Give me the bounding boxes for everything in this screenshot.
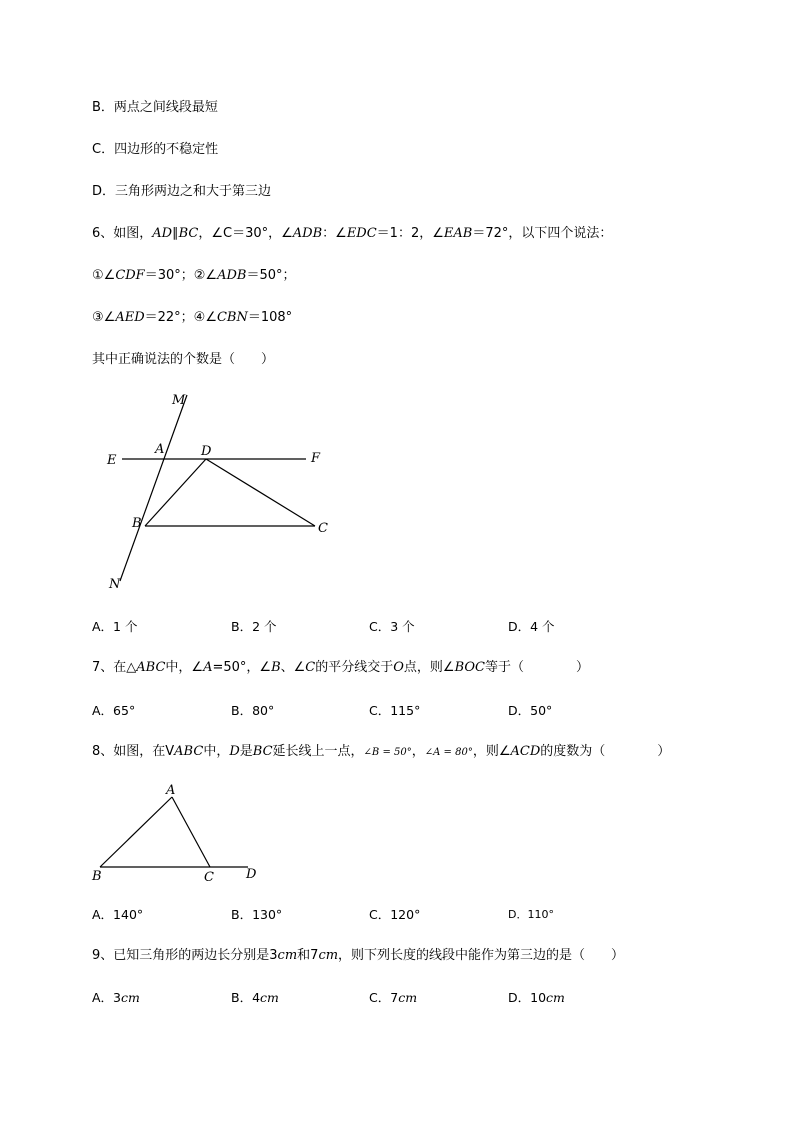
label-a: A [155, 442, 165, 457]
q9-statement: 9、已知三角形的两边长分别是3cm和7cm，则下列长度的线段中能作为第三边的是（ ） [92, 948, 625, 963]
q9-option-d[interactable]: D．10cm [508, 990, 565, 1005]
q6-question: 其中正确说法的个数是（ ） [92, 352, 275, 367]
q9-option-b[interactable]: B．4cm [231, 990, 279, 1005]
label-c: C [318, 521, 328, 536]
q8-option-a[interactable]: A．140° [92, 907, 144, 922]
q8-statement: 8、如图，在VABC中，D是BC延长线上一点，∠B = 50°，∠A = 80°，则∠ACD的度数为（ ） [92, 744, 671, 759]
q8-figure [88, 780, 268, 885]
q6-option-a[interactable]: A．1 个 [92, 619, 138, 634]
q8-option-d[interactable]: D．110° [508, 908, 554, 921]
q6-statement: 6、如图，AD∥BC，∠C＝30°，∠ADB：∠EDC＝1：2，∠EAB＝72°，以下四个说法： [92, 226, 613, 241]
segment-ab [100, 797, 172, 867]
label-b: B [92, 869, 102, 884]
option-c-prev: C．四边形的不稳定性 [92, 142, 219, 157]
q6-figure [100, 385, 340, 595]
label-b: B [132, 516, 142, 531]
q6-option-c[interactable]: C．3 个 [369, 619, 415, 634]
label-m: M [172, 393, 186, 408]
q7-option-b[interactable]: B．80° [231, 703, 275, 718]
q7-option-c[interactable]: C．115° [369, 703, 421, 718]
q6-option-b[interactable]: B．2 个 [231, 619, 277, 634]
q7-option-d[interactable]: D．50° [508, 703, 553, 718]
q9-option-a[interactable]: A．3cm [92, 990, 140, 1005]
label-n: N [109, 577, 121, 592]
label-c: C [204, 870, 214, 885]
label-a: A [166, 783, 176, 798]
option-d-prev: D．三角形两边之和大于第三边 [92, 184, 272, 199]
option-b-prev: B．两点之间线段最短 [92, 100, 218, 115]
line-mn [120, 395, 187, 581]
q6-claims-1-2: ①∠CDF＝30°；②∠ADB＝50°； [92, 268, 296, 283]
q7-option-a[interactable]: A．65° [92, 703, 136, 718]
q6-option-d[interactable]: D．4 个 [508, 619, 555, 634]
label-d: D [201, 444, 212, 459]
segment-bd [145, 459, 206, 526]
q6-claims-3-4: ③∠AED＝22°；④∠CBN＝108° [92, 310, 293, 325]
segment-dc [206, 459, 315, 526]
label-d: D [246, 867, 257, 882]
label-e: E [107, 453, 117, 468]
segment-ac [172, 797, 210, 867]
q8-option-b[interactable]: B．130° [231, 907, 283, 922]
q9-option-c[interactable]: C．7cm [369, 990, 418, 1005]
label-f: F [311, 451, 321, 466]
q8-option-c[interactable]: C．120° [369, 907, 421, 922]
q7-statement: 7、在△ABC中，∠A=50°，∠B、∠C的平分线交于O点，则∠BOC等于（ ） [92, 660, 589, 675]
